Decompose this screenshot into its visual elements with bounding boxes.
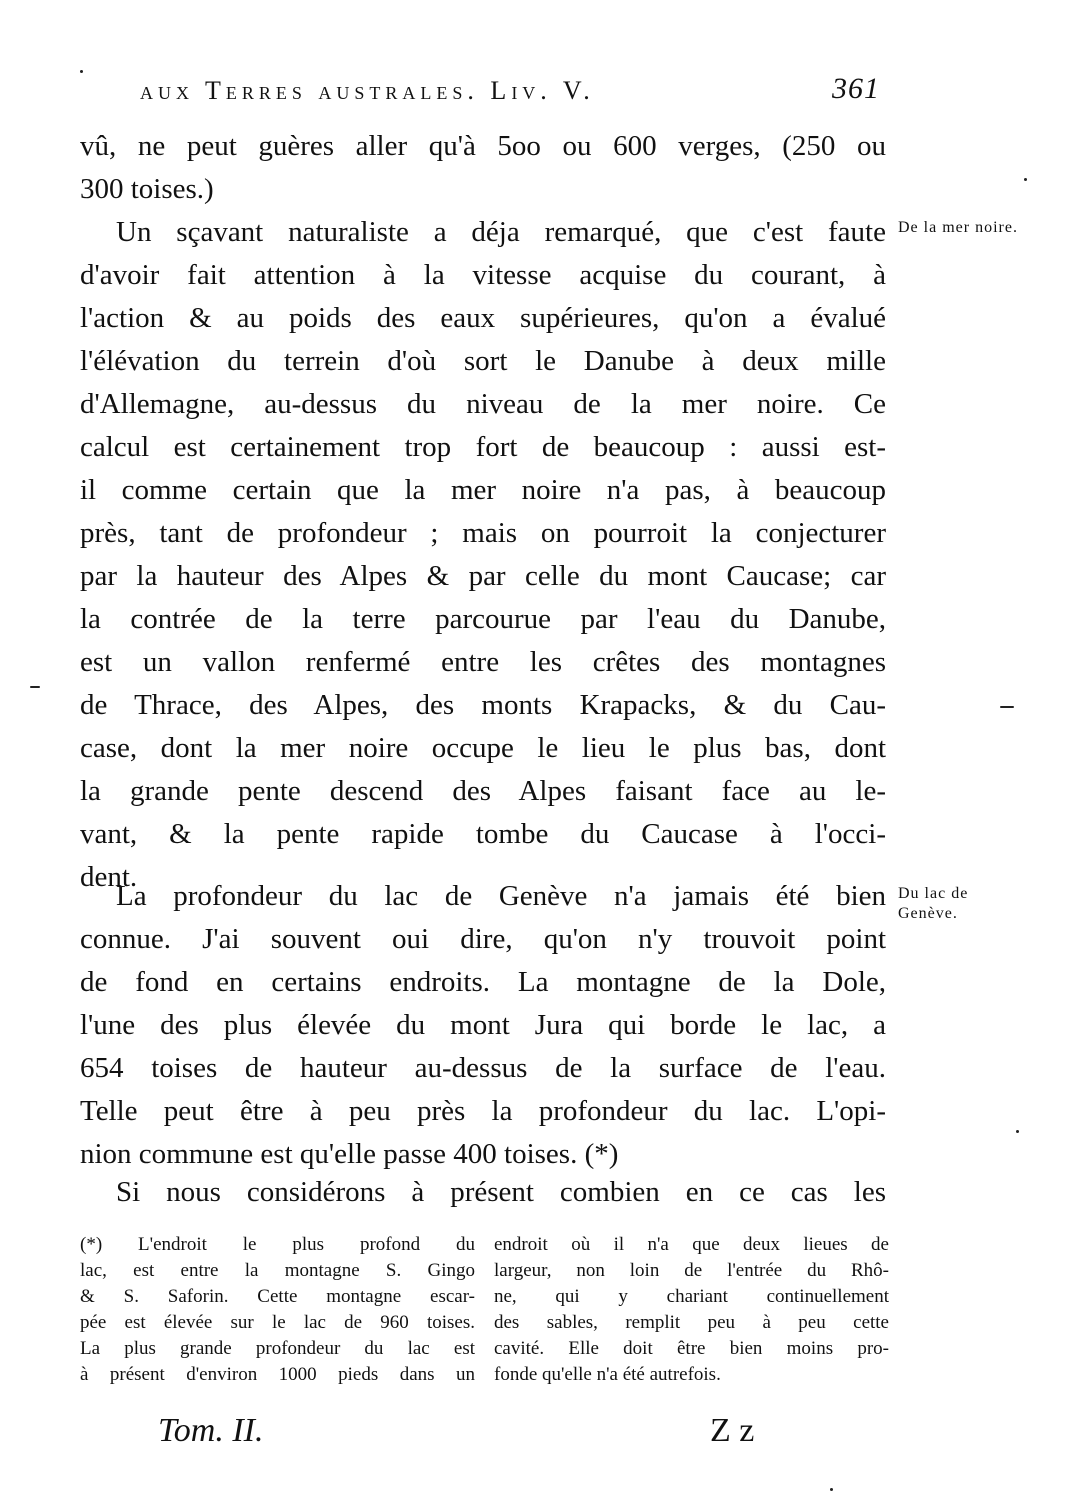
body-line: Un sçavant naturaliste a déja remarqué, que c'est faute [116,216,886,248]
catchword: Z z [710,1412,755,1449]
body-line: dent. [80,861,138,893]
ink-speck [1024,178,1027,181]
footnote-line: lac, est entre la montagne S. Gingo [80,1260,475,1281]
body-line: l'élévation du terrein d'où sort le Danube à deux mille [80,345,886,377]
running-header [140,72,880,106]
body-line: par la hauteur des Alpes & par celle du mont Caucase; car [80,560,886,592]
footnote-line: pée est élevée sur le lac de 960 toises. [80,1312,475,1333]
body-line: Si nous considérons à présent combien en ce cas les [116,1176,886,1208]
body-line: nion commune est qu'elle passe 400 toises. (*) [80,1138,619,1170]
body-line: vant, & la pente rapide tombe du Caucase à l'occi- [80,818,886,850]
body-line: de Thrace, des Alpes, des monts Krapacks, & du Cau- [80,689,886,721]
body-line: d'Allemagne, au-dessus du niveau de la mer noire. Ce [80,388,886,420]
body-line: 300 toises.) [80,173,214,205]
body-line: la contrée de la terre parcourue par l'eau du Danube, [80,603,886,635]
footnote-line: des sables, remplit peu à peu cette [494,1312,889,1333]
footnote-line: fonde qu'elle n'a été autrefois. [494,1364,721,1385]
body-line: d'avoir fait attention à la vitesse acquise du courant, à [80,259,886,291]
footnote-line: largeur, non loin de l'entrée du Rhô- [494,1260,889,1281]
body-line: est un vallon renfermé entre les crêtes des montagnes [80,646,886,678]
body-line: case, dont la mer noire occupe le lieu le plus bas, dont [80,732,886,764]
ink-speck [1016,1130,1019,1133]
footnote-line: endroit où il n'a que deux lieues de [494,1234,889,1255]
body-line: la grande pente descend des Alpes faisant face au le- [80,775,886,807]
footnote-line: (*) L'endroit le plus profond du [80,1234,475,1255]
footnote-right-column [494,1232,889,1388]
body-line: connue. J'ai souvent oui dire, qu'on n'y trouvoit point [80,923,886,955]
body-line: vû, ne peut guères aller qu'à 5oo ou 600 verges, (250 ou [80,130,886,162]
signature-mark: Tom. II. [158,1412,264,1449]
margin-note-black-sea: De la mer noire. [898,219,1018,236]
footnote-line: cavité. Elle doit être bien moins pro- [494,1338,889,1359]
margin-note-lake-geneva: Du lac de Genève. [898,885,969,922]
body-line: l'une des plus élevée du mont Jura qui borde le lac, a [80,1009,886,1041]
footnote-line: & S. Saforin. Cette montagne escar- [80,1286,475,1307]
body-line: près, tant de profondeur ; mais on pourroit la conjecturer [80,517,886,549]
footnote-line: à présent d'environ 1000 pieds dans un [80,1364,475,1385]
footnote-line: La plus grande profondeur du lac est [80,1338,475,1359]
body-line: l'action & au poids des eaux supérieures, qu'on a évalué [80,302,886,334]
ink-speck [1000,706,1014,708]
body-line: La profondeur du lac de Genève n'a jamais été bien [116,880,886,912]
ink-speck [80,70,83,73]
ink-speck [30,686,40,688]
page-number: 361 [832,72,880,105]
body-line: Telle peut être à peu près la profondeur du lac. L'opi- [80,1095,886,1127]
body-line: calcul est certainement trop fort de beaucoup : aussi est- [80,431,886,463]
body-line: il comme certain que la mer noire n'a pas, à beaucoup [80,474,886,506]
body-line: 654 toises de hauteur au-dessus de la surface de l'eau. [80,1052,886,1084]
running-title: aux Terres australes. Liv. V. [140,76,595,105]
ink-speck [830,1488,833,1491]
body-line: de fond en certains endroits. La montagne de la Dole, [80,966,886,998]
footnote-line: ne, qui y chariant continuellement [494,1286,889,1307]
footnote-left-column [80,1232,475,1388]
